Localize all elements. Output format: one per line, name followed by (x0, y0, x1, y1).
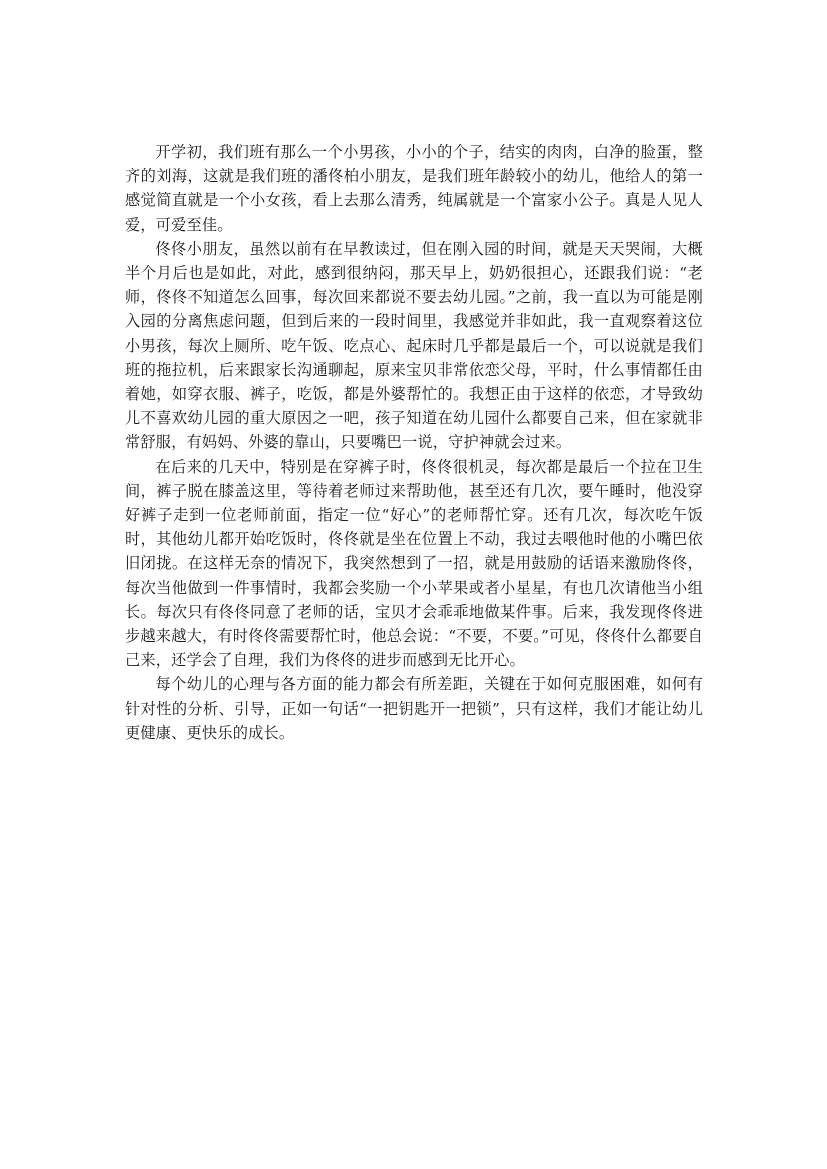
paragraph-2: 佟佟小朋友，虽然以前有在早教读过，但在刚入园的时间，就是天天哭闹，大概半个月后也是如此，对此，感到很纳闷，那天早上，奶奶很担心，还跟我们说：“老师，佟佟不知道怎么回事，每次回来都说不要去幼儿园。”之前，我一直以为可能是刚入园的分离焦虑问题，但到后来的一段时间里，我感觉并非如此，我一直观察着这位小男孩，每次上厕所、吃午饭、吃点心、起床时几乎都是最后一个，可以说就是我们班的拖拉机，后来跟家长沟通聊起，原来宝贝非常依恋父母，平时，什么事情都任由着她，如穿衣服、裤子，吃饭，都是外婆帮忙的。我想正由于这样的依恋，才导致幼儿不喜欢幼儿园的重大原因之一吧，孩子知道在幼儿园什么都要自己来，但在家就非常舒服，有妈妈、外婆的靠山，只要嘴巴一说，守护神就会过来。 (125, 239, 703, 452)
article-body (125, 140, 703, 745)
paragraph-4: 每个幼儿的心理与各方面的能力都会有所差距，关键在于如何克服困难，如何有针对性的分析、引导，正如一句话“一把钥匙开一把锁”，只有这样，我们才能让幼儿更健康、更快乐的成长。 (125, 675, 703, 742)
paragraph-1: 开学初，我们班有那么一个小男孩，小小的个子，结实的肉肉，白净的脸蛋，整齐的刘海，这就是我们班的潘佟柏小朋友，是我们班年龄较小的幼儿，他给人的第一感觉简直就是一个小女孩，看上去那么清秀，纯属就是一个富家小公子。真是人见人爱，可爱至佳。 (125, 143, 703, 234)
paragraph-3: 在后来的几天中，特别是在穿裤子时，佟佟很机灵，每次都是最后一个拉在卫生间，裤子脱在膝盖这里，等待着老师过来帮助他，甚至还有几次，要午睡时，他没穿好裤子走到一位老师前面，指定一位“好心”的老师帮忙穿。还有几次，每次吃午饭时，其他幼儿都开始吃饭时，佟佟就是坐在位置上不动，我过去喂他时他的小嘴巴依旧闭拢。在这样无奈的情况下，我突然想到了一招，就是用鼓励的话语来激励佟佟，每次当他做到一件事情时，我都会奖励一个小苹果或者小星星，有也几次请他当小组长。每次只有佟佟同意了老师的话，宝贝才会乖乖地做某件事。后来，我发现佟佟进步越来越大，有时佟佟需要帮忙时，他总会说：“不要，不要。”可见，佟佟什么都要自己来，还学会了自理，我们为佟佟的进步而感到无比开心。 (125, 457, 703, 670)
